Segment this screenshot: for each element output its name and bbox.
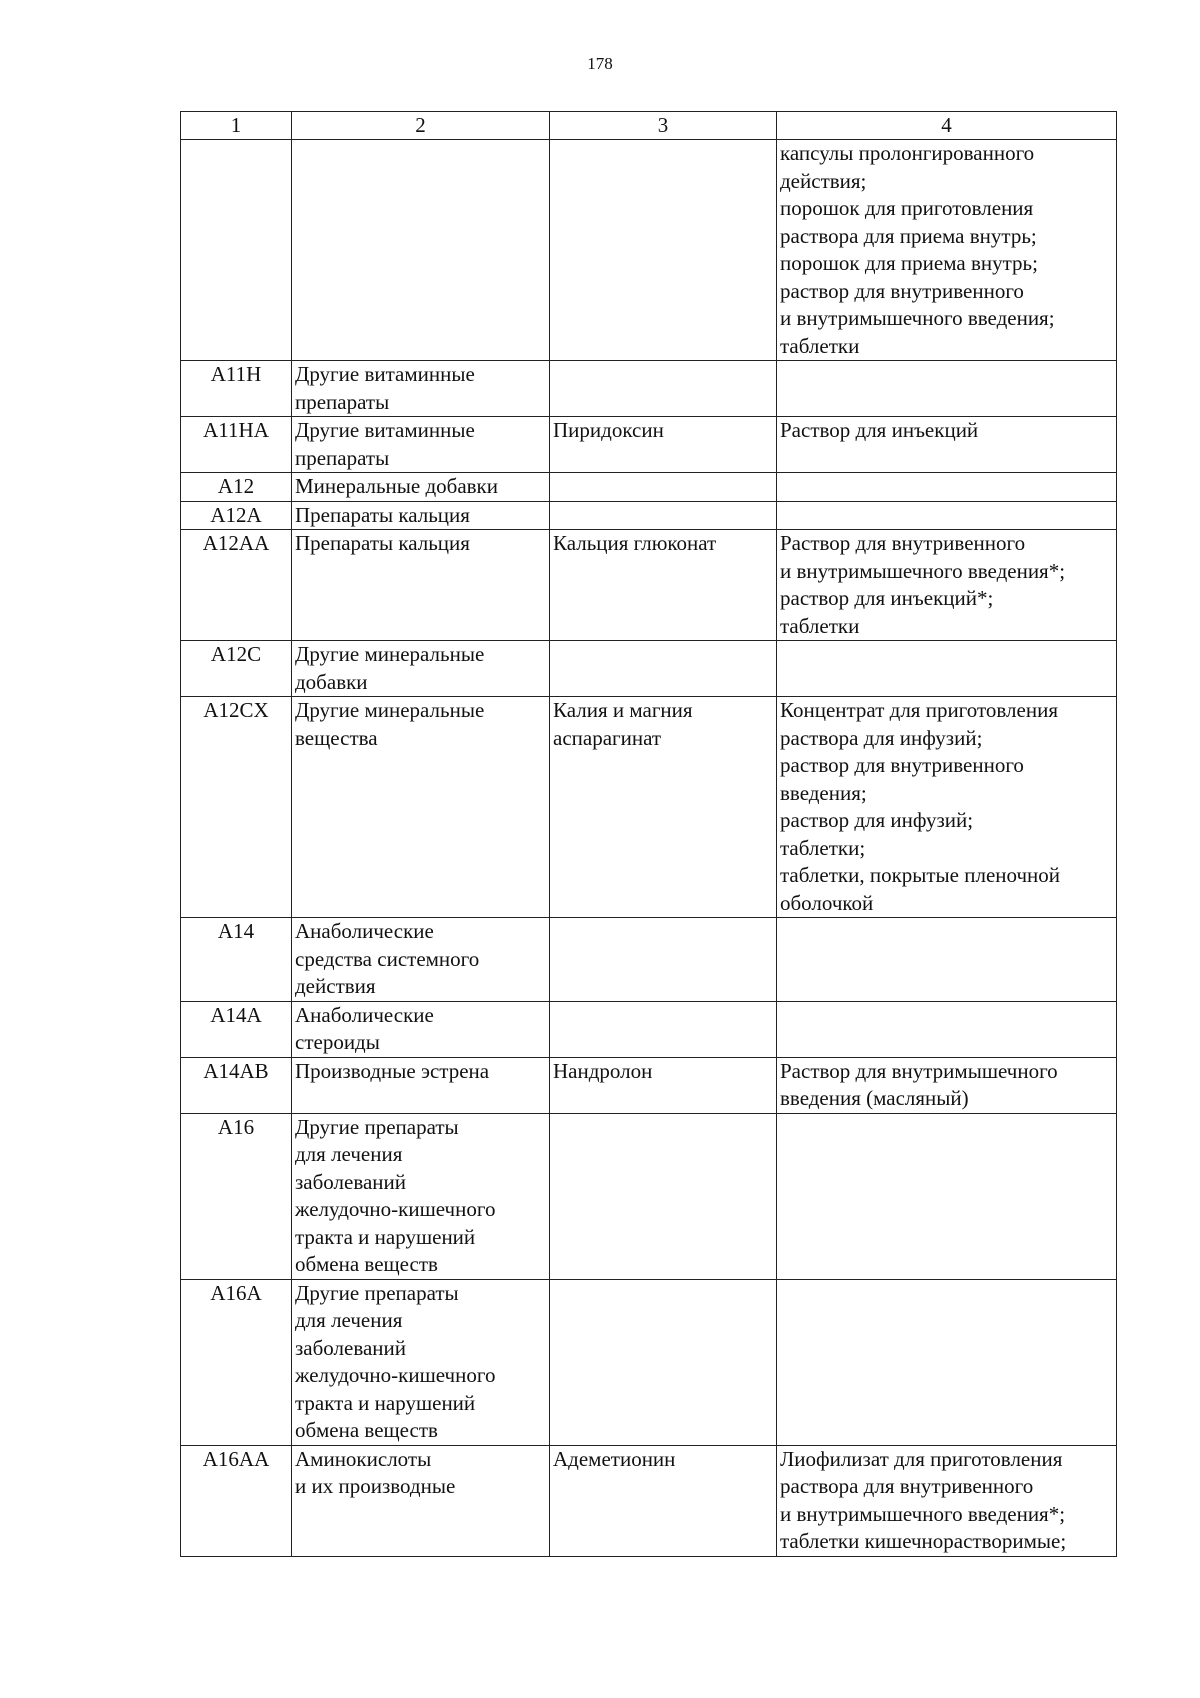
substance-cell: [550, 473, 777, 502]
atc-code-cell: A14A: [181, 1001, 292, 1057]
substance-cell: [550, 641, 777, 697]
group-cell: Препараты кальция: [292, 501, 550, 530]
column-header-4: 4: [777, 112, 1117, 140]
dosage-forms-cell: [777, 1001, 1117, 1057]
table-row: [181, 697, 1117, 918]
column-header-3: 3: [550, 112, 777, 140]
atc-code-cell: A16AA: [181, 1445, 292, 1556]
substance-cell: [550, 1001, 777, 1057]
dosage-forms-cell: Лиофилизат для приготовления раствора для внутривенного и внутримышечного введения*; таблетки кишечнорастворимые;: [777, 1445, 1117, 1556]
dosage-forms-cell: [777, 1113, 1117, 1279]
group-cell: Анаболические стероиды: [292, 1001, 550, 1057]
group-cell: Другие витаминные препараты: [292, 361, 550, 417]
dosage-forms-cell: Раствор для внутривенного и внутримышечного введения*; раствор для инъекций*; таблетки: [777, 530, 1117, 641]
substance-cell: [550, 140, 777, 361]
group-cell: [292, 140, 550, 361]
atc-code-cell: A14AB: [181, 1057, 292, 1113]
dosage-forms-cell: [777, 501, 1117, 530]
column-header-1: 1: [181, 112, 292, 140]
group-cell: Производные эстрена: [292, 1057, 550, 1113]
table-row: [181, 361, 1117, 417]
table-row: [181, 918, 1117, 1002]
table-row: [181, 641, 1117, 697]
atc-code-cell: A12CX: [181, 697, 292, 918]
table-row: [181, 1445, 1117, 1556]
substance-cell: Кальция глюконат: [550, 530, 777, 641]
atc-code-cell: A16: [181, 1113, 292, 1279]
table-row: [181, 417, 1117, 473]
table-row: [181, 140, 1117, 361]
dosage-forms-cell: Раствор для внутримышечного введения (масляный): [777, 1057, 1117, 1113]
group-cell: Анаболические средства системного действия: [292, 918, 550, 1002]
page-number: 178: [587, 54, 613, 73]
substance-cell: [550, 1279, 777, 1445]
dosage-forms-cell: Концентрат для приготовления раствора для инфузий; раствор для внутривенного введения; раствор для инфузий; таблетки; таблетки, покрытые пленочной оболочкой: [777, 697, 1117, 918]
atc-code-cell: [181, 140, 292, 361]
substance-cell: Адеметионин: [550, 1445, 777, 1556]
table-row: [181, 1279, 1117, 1445]
substance-cell: Пиридоксин: [550, 417, 777, 473]
dosage-forms-cell: капсулы пролонгированного действия; порошок для приготовления раствора для приема внутрь; порошок для приема внутрь; раствор для внутривенного и внутримышечного введения; таблетки: [777, 140, 1117, 361]
atc-code-cell: A12AA: [181, 530, 292, 641]
atc-code-cell: A11HA: [181, 417, 292, 473]
atc-code-cell: A16A: [181, 1279, 292, 1445]
group-cell: Другие препараты для лечения заболеваний желудочно-кишечного тракта и нарушений обмена веществ: [292, 1279, 550, 1445]
atc-code-cell: A12: [181, 473, 292, 502]
column-header-2: 2: [292, 112, 550, 140]
substance-cell: [550, 501, 777, 530]
group-cell: Другие минеральные вещества: [292, 697, 550, 918]
table-row: [181, 501, 1117, 530]
drug-table: [180, 111, 1117, 1557]
table-row: [181, 1057, 1117, 1113]
group-cell: Минеральные добавки: [292, 473, 550, 502]
group-cell: Препараты кальция: [292, 530, 550, 641]
dosage-forms-cell: [777, 473, 1117, 502]
dosage-forms-cell: [777, 361, 1117, 417]
table-row: [181, 1113, 1117, 1279]
dosage-forms-cell: [777, 641, 1117, 697]
atc-code-cell: A12A: [181, 501, 292, 530]
group-cell: Другие витаминные препараты: [292, 417, 550, 473]
group-cell: Другие препараты для лечения заболеваний желудочно-кишечного тракта и нарушений обмена веществ: [292, 1113, 550, 1279]
table-row: [181, 530, 1117, 641]
substance-cell: Нандролон: [550, 1057, 777, 1113]
atc-code-cell: A11H: [181, 361, 292, 417]
substance-cell: [550, 361, 777, 417]
dosage-forms-cell: [777, 1279, 1117, 1445]
atc-code-cell: A12C: [181, 641, 292, 697]
table-row: [181, 1001, 1117, 1057]
table-header-row: [181, 112, 1117, 140]
table-row: [181, 473, 1117, 502]
group-cell: Аминокислоты и их производные: [292, 1445, 550, 1556]
substance-cell: Калия и магния аспарагинат: [550, 697, 777, 918]
group-cell: Другие минеральные добавки: [292, 641, 550, 697]
dosage-forms-cell: Раствор для инъекций: [777, 417, 1117, 473]
substance-cell: [550, 918, 777, 1002]
dosage-forms-cell: [777, 918, 1117, 1002]
atc-code-cell: A14: [181, 918, 292, 1002]
substance-cell: [550, 1113, 777, 1279]
